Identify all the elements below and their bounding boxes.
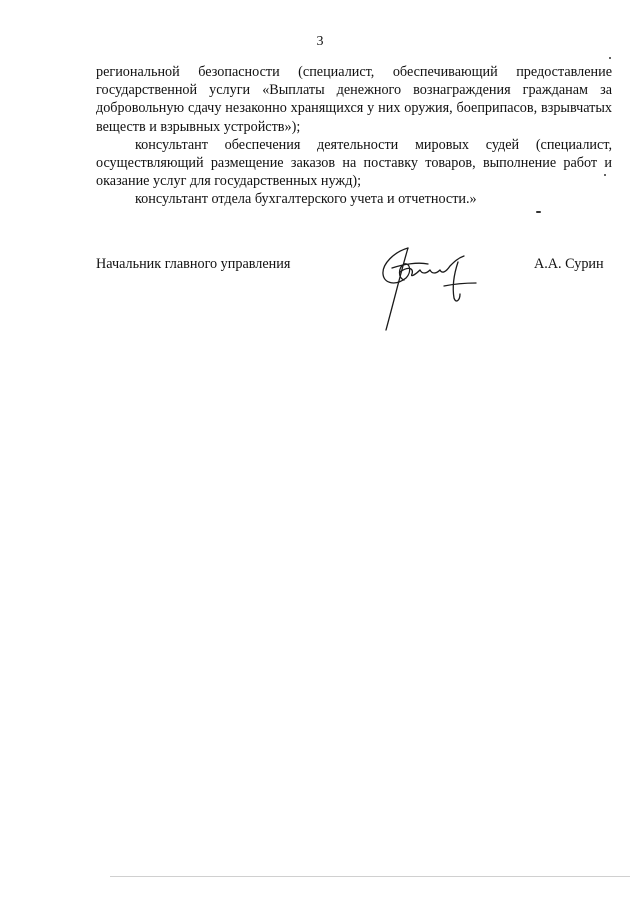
scan-speck [609,57,611,59]
handwritten-signature [374,238,484,336]
document-body [96,63,612,209]
paragraph-magistrates-consultant: консультант обеспечения деятельности мировых судей (специалист, осуществляющий размещение заказов на поставку товаров, выполнение работ и оказание услуг для государственных нужд); [96,136,612,190]
scan-speck [536,211,541,213]
paragraph-accounting-consultant: консультант отдела бухгалтерского учета и отчетности.» [135,191,477,208]
page-number: 3 [316,34,324,49]
signatory-position: Начальник главного управления [96,256,291,272]
scan-speck [604,174,606,176]
paragraph-regional-security: региональной безопасности (специалист, обеспечивающий предоставление государственной услуги «Выплаты денежного вознаграждения гражданам за добровольную сдачу незаконно хранящихся у них оружия, боеприпасов, взрывчатых веществ и взрывных устройств»); [96,64,612,135]
scan-bottom-edge [110,876,630,877]
signatory-name: А.А. Сурин [534,256,604,272]
